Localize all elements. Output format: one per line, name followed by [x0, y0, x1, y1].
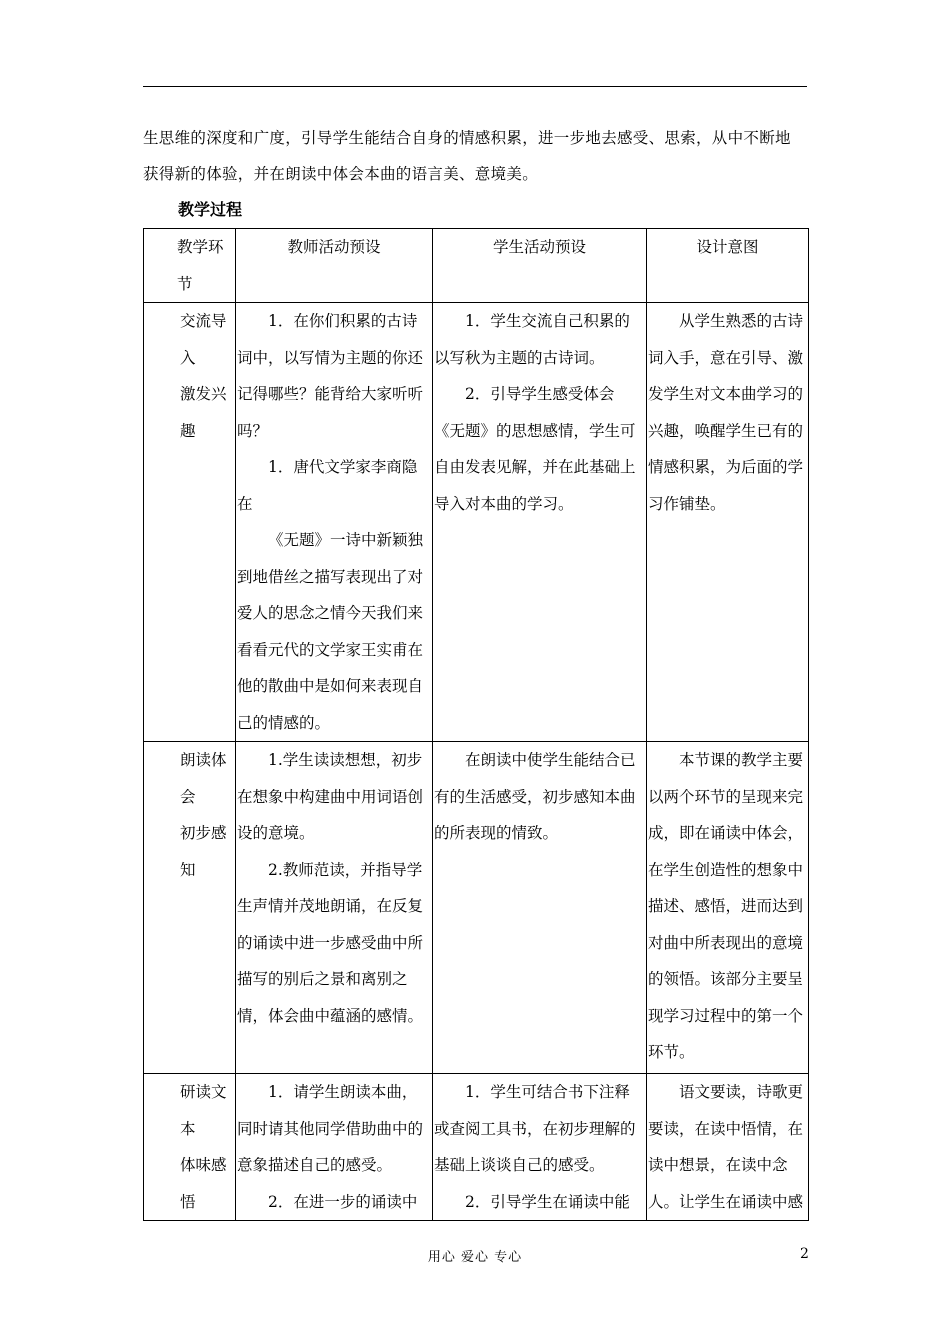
student-cell [433, 742, 647, 1074]
student-text: 在朗读中使学生能结合已有的生活感受，初步感知本曲的所表现的情致。 [434, 751, 636, 842]
intent-text: 语文要读，诗歌更要读，在读中悟情，在读中想景，在读中念人。让学生在诵读中感 [648, 1083, 804, 1211]
header-rule [143, 86, 807, 87]
lesson-plan-table [143, 228, 809, 1221]
intent-cell [647, 303, 809, 742]
intro-paragraph [143, 120, 807, 192]
header-student: 学生活动预设 [433, 229, 647, 303]
intro-line: 获得新的体验，并在朗读中体会本曲的语言美、意境美。 [143, 165, 539, 183]
table-row [144, 303, 809, 742]
stage-line: 激发兴趣 [180, 385, 227, 440]
intent-text: 本节课的教学主要以两个环节的呈现来完成，即在诵读中体会，在学生创造性的想象中描述、感悟，进而达到对曲中所表现出的意境的领悟。该部分主要呈现学习过程中的第一个环节。 [648, 751, 804, 1061]
teacher-text: 《无题》一诗中新颖独到地借丝之描写表现出了对爱人的思念之情今天我们来看看元代的文学家王实甫在他的散曲中是如何来表现自己的情感的。 [237, 531, 424, 732]
footer-slogan: 用心 爱心 专心 [427, 1250, 523, 1265]
table-row [144, 1074, 809, 1221]
teacher-text: 2.教师范读，并指导学生声情并茂地朗诵，在反复的诵读中进一步感受曲中所描写的别后之景和离别之情，体会曲中蕴涵的感情。 [237, 860, 424, 1025]
teacher-text: 2．在进一步的诵读中 [268, 1192, 418, 1211]
header-teacher: 教师活动预设 [236, 229, 433, 303]
stage-cell [144, 1074, 236, 1221]
teacher-cell [236, 1074, 433, 1221]
student-cell [433, 303, 647, 742]
intent-text: 从学生熟悉的古诗词入手，意在引导、激发学生对文本曲学习的兴趣，唤醒学生已有的情感积累，为后面的学习作铺垫。 [648, 312, 804, 513]
student-cell [433, 1074, 647, 1221]
student-text: 2．引导学生在诵读中能 [465, 1192, 630, 1211]
stage-cell [144, 303, 236, 742]
stage-cell [144, 742, 236, 1074]
stage-line: 朗读体会 [180, 751, 227, 806]
header-stage: 教学环节 [144, 229, 236, 303]
intent-cell [647, 1074, 809, 1221]
teacher-text: 1．唐代文学家李商隐在 [237, 458, 418, 513]
section-title: 教学过程 [178, 200, 243, 219]
intro-line: 生思维的深度和广度，引导学生能结合自身的情感积累，进一步地去感受、思索，从中不断地 [143, 129, 791, 147]
student-text: 2．引导学生感受体会《无题》的思想感情，学生可自由发表见解，并在此基础上导入对本曲的学习。 [434, 385, 636, 513]
teacher-text: 1．在你们积累的古诗词中，以写情为主题的你还记得哪些？能背给大家听听吗？ [237, 312, 424, 440]
teacher-cell [236, 742, 433, 1074]
table-header-row [144, 229, 809, 303]
header-intent: 设计意图 [647, 229, 809, 303]
student-text: 1．学生可结合书下注释或查阅工具书，在初步理解的基础上谈谈自己的感受。 [434, 1083, 636, 1174]
stage-line: 交流导入 [180, 312, 227, 367]
teacher-text: 1．请学生朗读本曲，同时请其他同学借助曲中的意象描述自己的感受。 [237, 1083, 424, 1174]
student-text: 1．学生交流自己积累的以写秋为主题的古诗词。 [434, 312, 630, 367]
teacher-cell [236, 303, 433, 742]
stage-line: 初步感知 [180, 824, 227, 879]
stage-line: 体味感悟 [180, 1156, 227, 1211]
teacher-text: 1.学生读读想想，初步在想象中构建曲中用词语创设的意境。 [237, 751, 424, 842]
page-number: 2 [800, 1246, 809, 1262]
table-row [144, 742, 809, 1074]
intent-cell [647, 742, 809, 1074]
stage-line: 研读文本 [180, 1083, 227, 1138]
